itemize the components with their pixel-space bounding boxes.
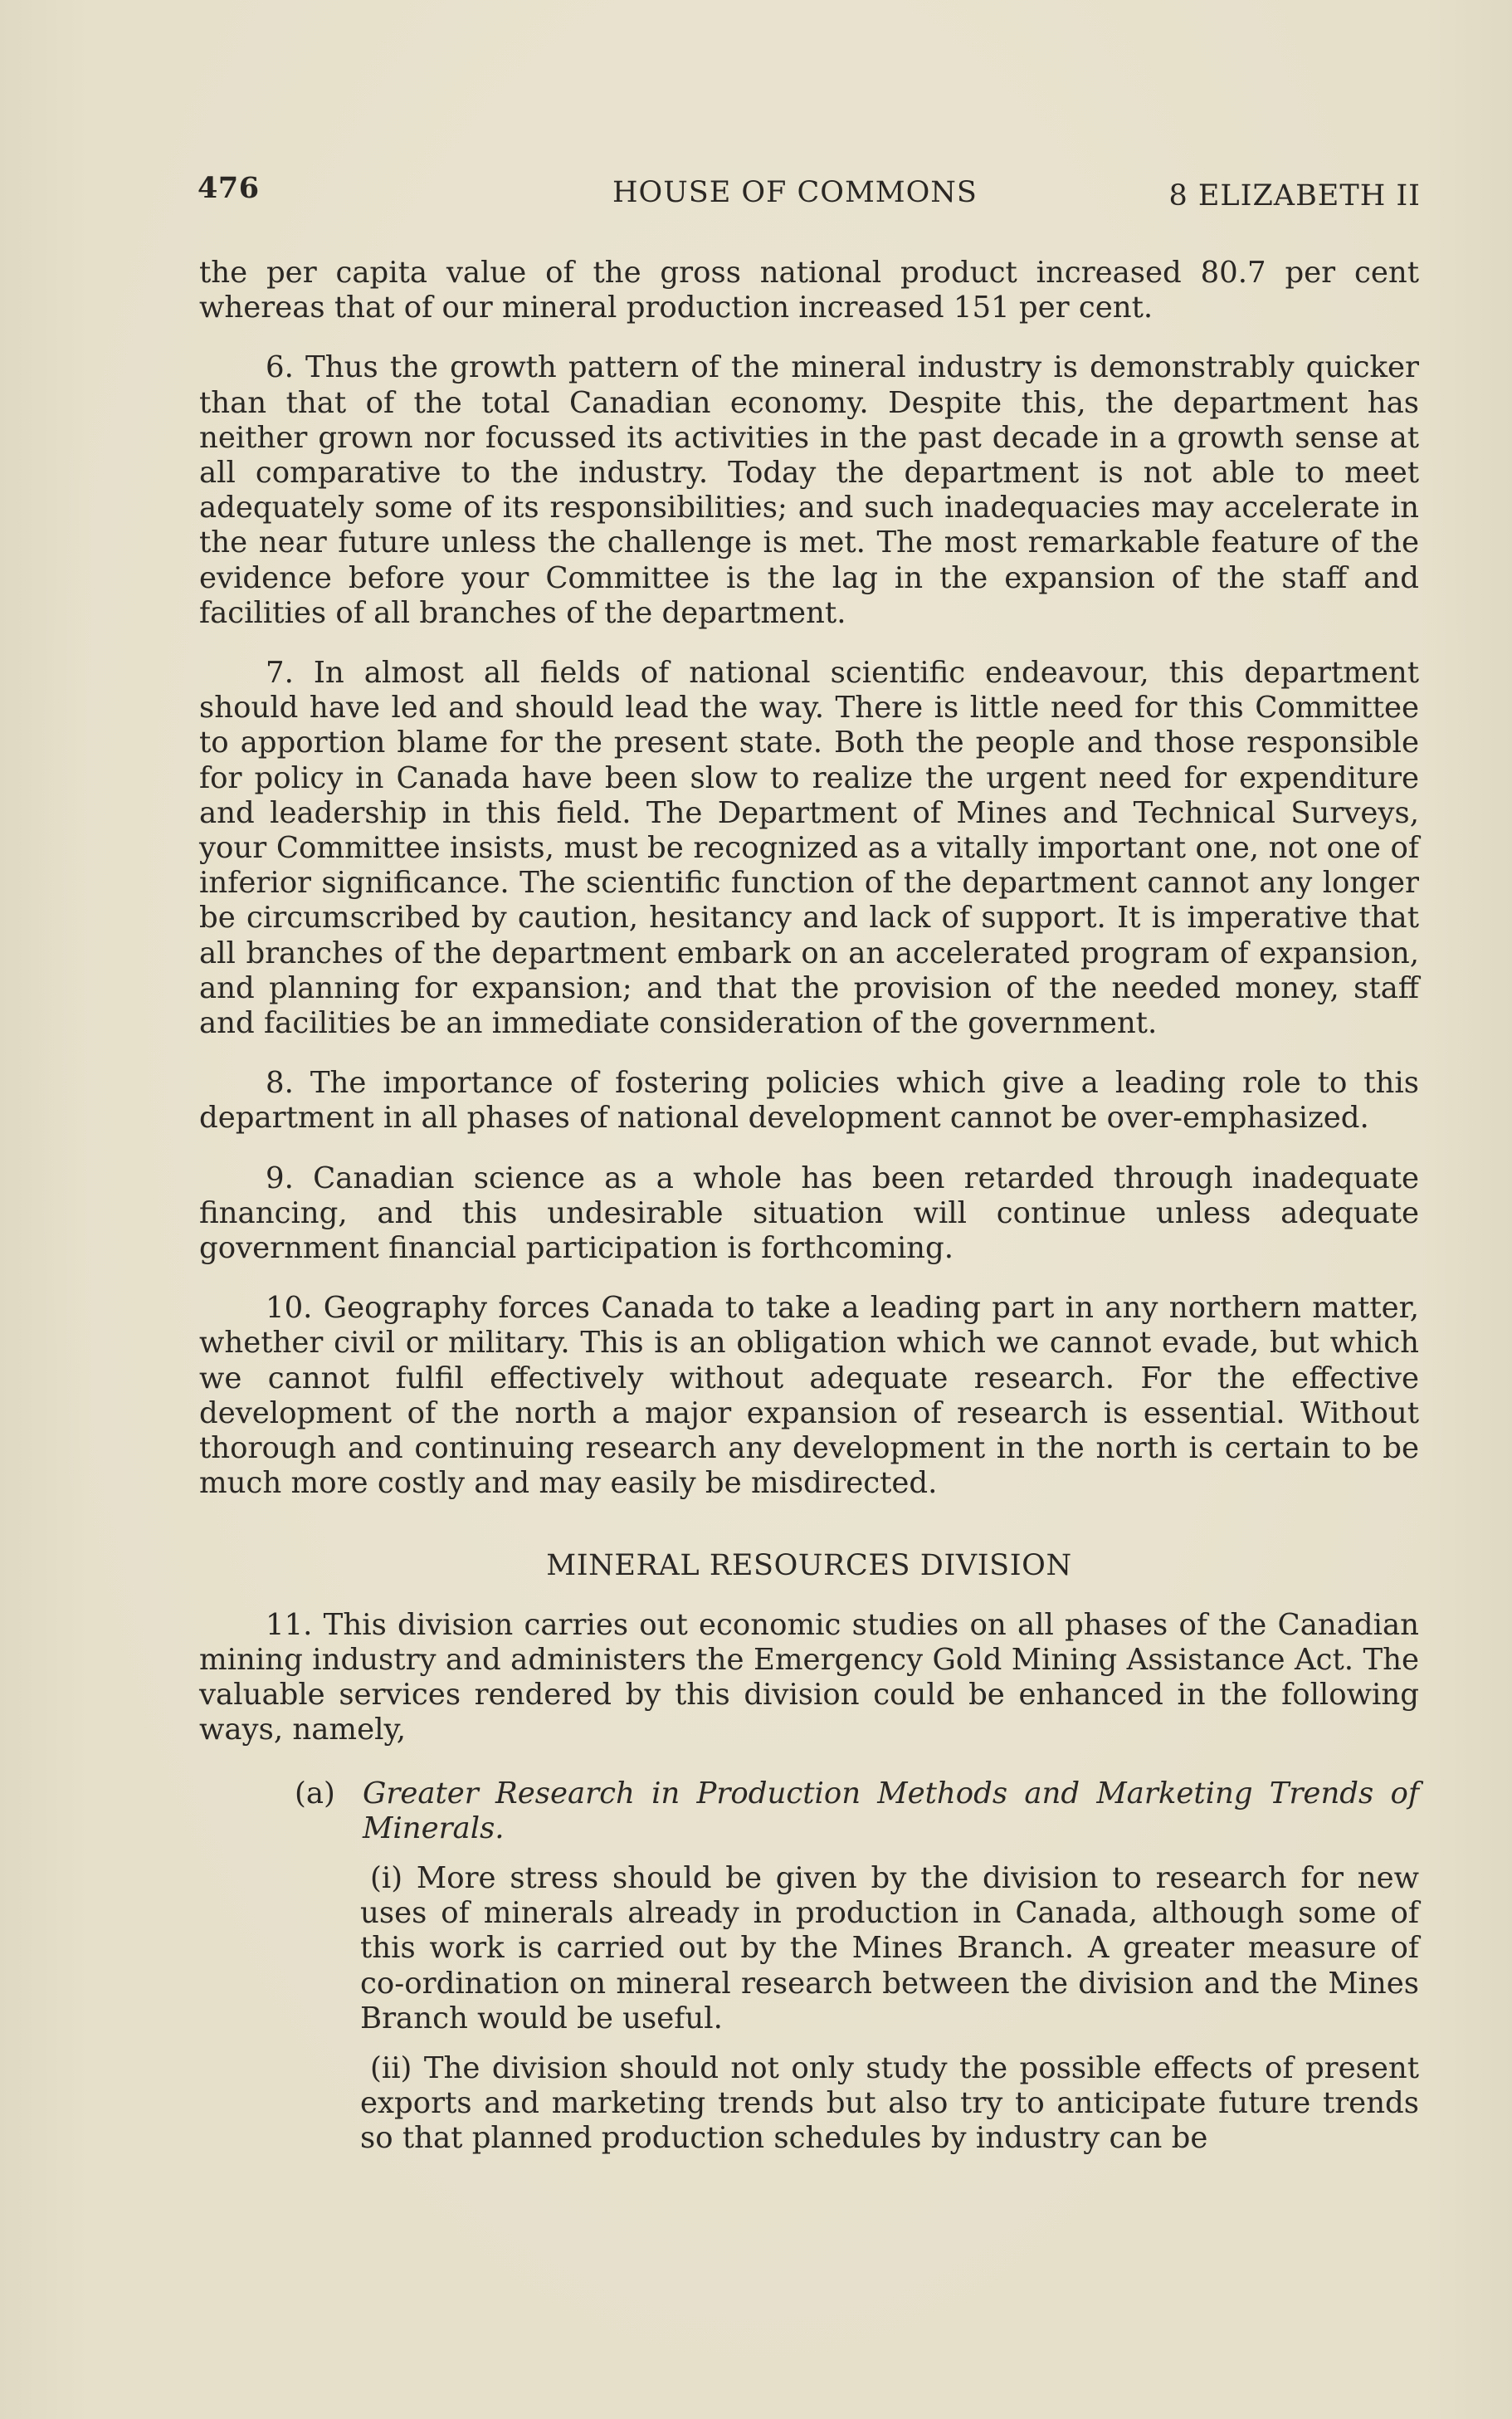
running-title: HOUSE OF COMMONS [612, 176, 978, 209]
paragraph-8: 8. The importance of fostering policies which give a leading role to this department in all phases of national development cannot be over-emphasized. [199, 1066, 1419, 1136]
list-item-ii: (ii) The division should not only study the possible effects of present exports and marketing trends but also try to anticipate future trends so that planned production schedules by industry can be [360, 2050, 1419, 2156]
paragraph-9: 9. Canadian science as a whole has been retarded through inadequate financing, and this undesirable situation will continue unless adequate government financial participation is forthcoming. [199, 1161, 1419, 1266]
paragraph-11: 11. This division carries out economic studies on all phases of the Canadian mining industry and administers the Emergency Gold Mining Assistance Act. The valuable services rendered by this division could be enhanced in the following ways, namely, [199, 1607, 1419, 1747]
subsection-label: (a) [295, 1776, 335, 1811]
body-text [199, 256, 1419, 2157]
paragraph-6: 6. Thus the growth pattern of the mineral industry is demonstrably quicker than that of the total Canadian economy. Despite this, the department has neither grown nor focussed its activities in the past decade in a growth sense at all comparative to the industry. Today the department is not able to meet adequately some of its responsibilities; and such inadequacies may accelerate in the near future unless the challenge is met. The most remarkable feature of the evidence before your Committee is the lag in the expansion of the staff and facilities of all branches of the department. [199, 350, 1419, 630]
page-number: 476 [198, 171, 260, 205]
section-heading: MINERAL RESOURCES DIVISION [546, 1548, 1072, 1582]
subsection-heading [199, 1776, 1419, 1846]
list-item-i: (i) More stress should be given by the division to research for new uses of minerals already in production in Canada, although some of this work is carried out by the Mines Branch. A greater measure of co-ordination on mineral research between the division and the Mines Branch would be useful. [360, 1860, 1419, 2035]
page-header [198, 171, 1421, 213]
subsection-title: Greater Research in Production Methods and Marketing Trends of Minerals. [363, 1776, 1419, 1845]
session-title: 8 ELIZABETH II [1168, 179, 1421, 213]
paragraph-7: 7. In almost all fields of national scientific endeavour, this department should have led and should lead the way. There is little need for this Committee to apportion blame for the present state. Both the people and those responsible for policy in Canada have been slow to realize the urgent need for expenditure and leadership in this field. The Department of Mines and Technical Surveys, your Committee insists, must be recognized as a vitally important one, not one of inferior significance. The scientific function of the department cannot any longer be circumscribed by caution, hesitancy and lack of support. It is imperative that all branches of the department embark on an accelerated program of expansion, and planning for expansion; and that the provision of the needed money, staff and facilities be an immediate consideration of the government. [199, 656, 1419, 1041]
paragraph-10: 10. Geography forces Canada to take a leading part in any northern matter, whether civil or military. This is an obligation which we cannot evade, but which we cannot fulfil effectively without adequate research. For the effective development of the north a major expansion of research is essential. Without thorough and continuing research any development in the north is certain to be much more costly and may easily be misdirected. [199, 1291, 1419, 1501]
paragraph-continuation: the per capita value of the gross national product increased 80.7 per cent whereas that of our mineral production increased 151 per cent. [199, 256, 1419, 325]
